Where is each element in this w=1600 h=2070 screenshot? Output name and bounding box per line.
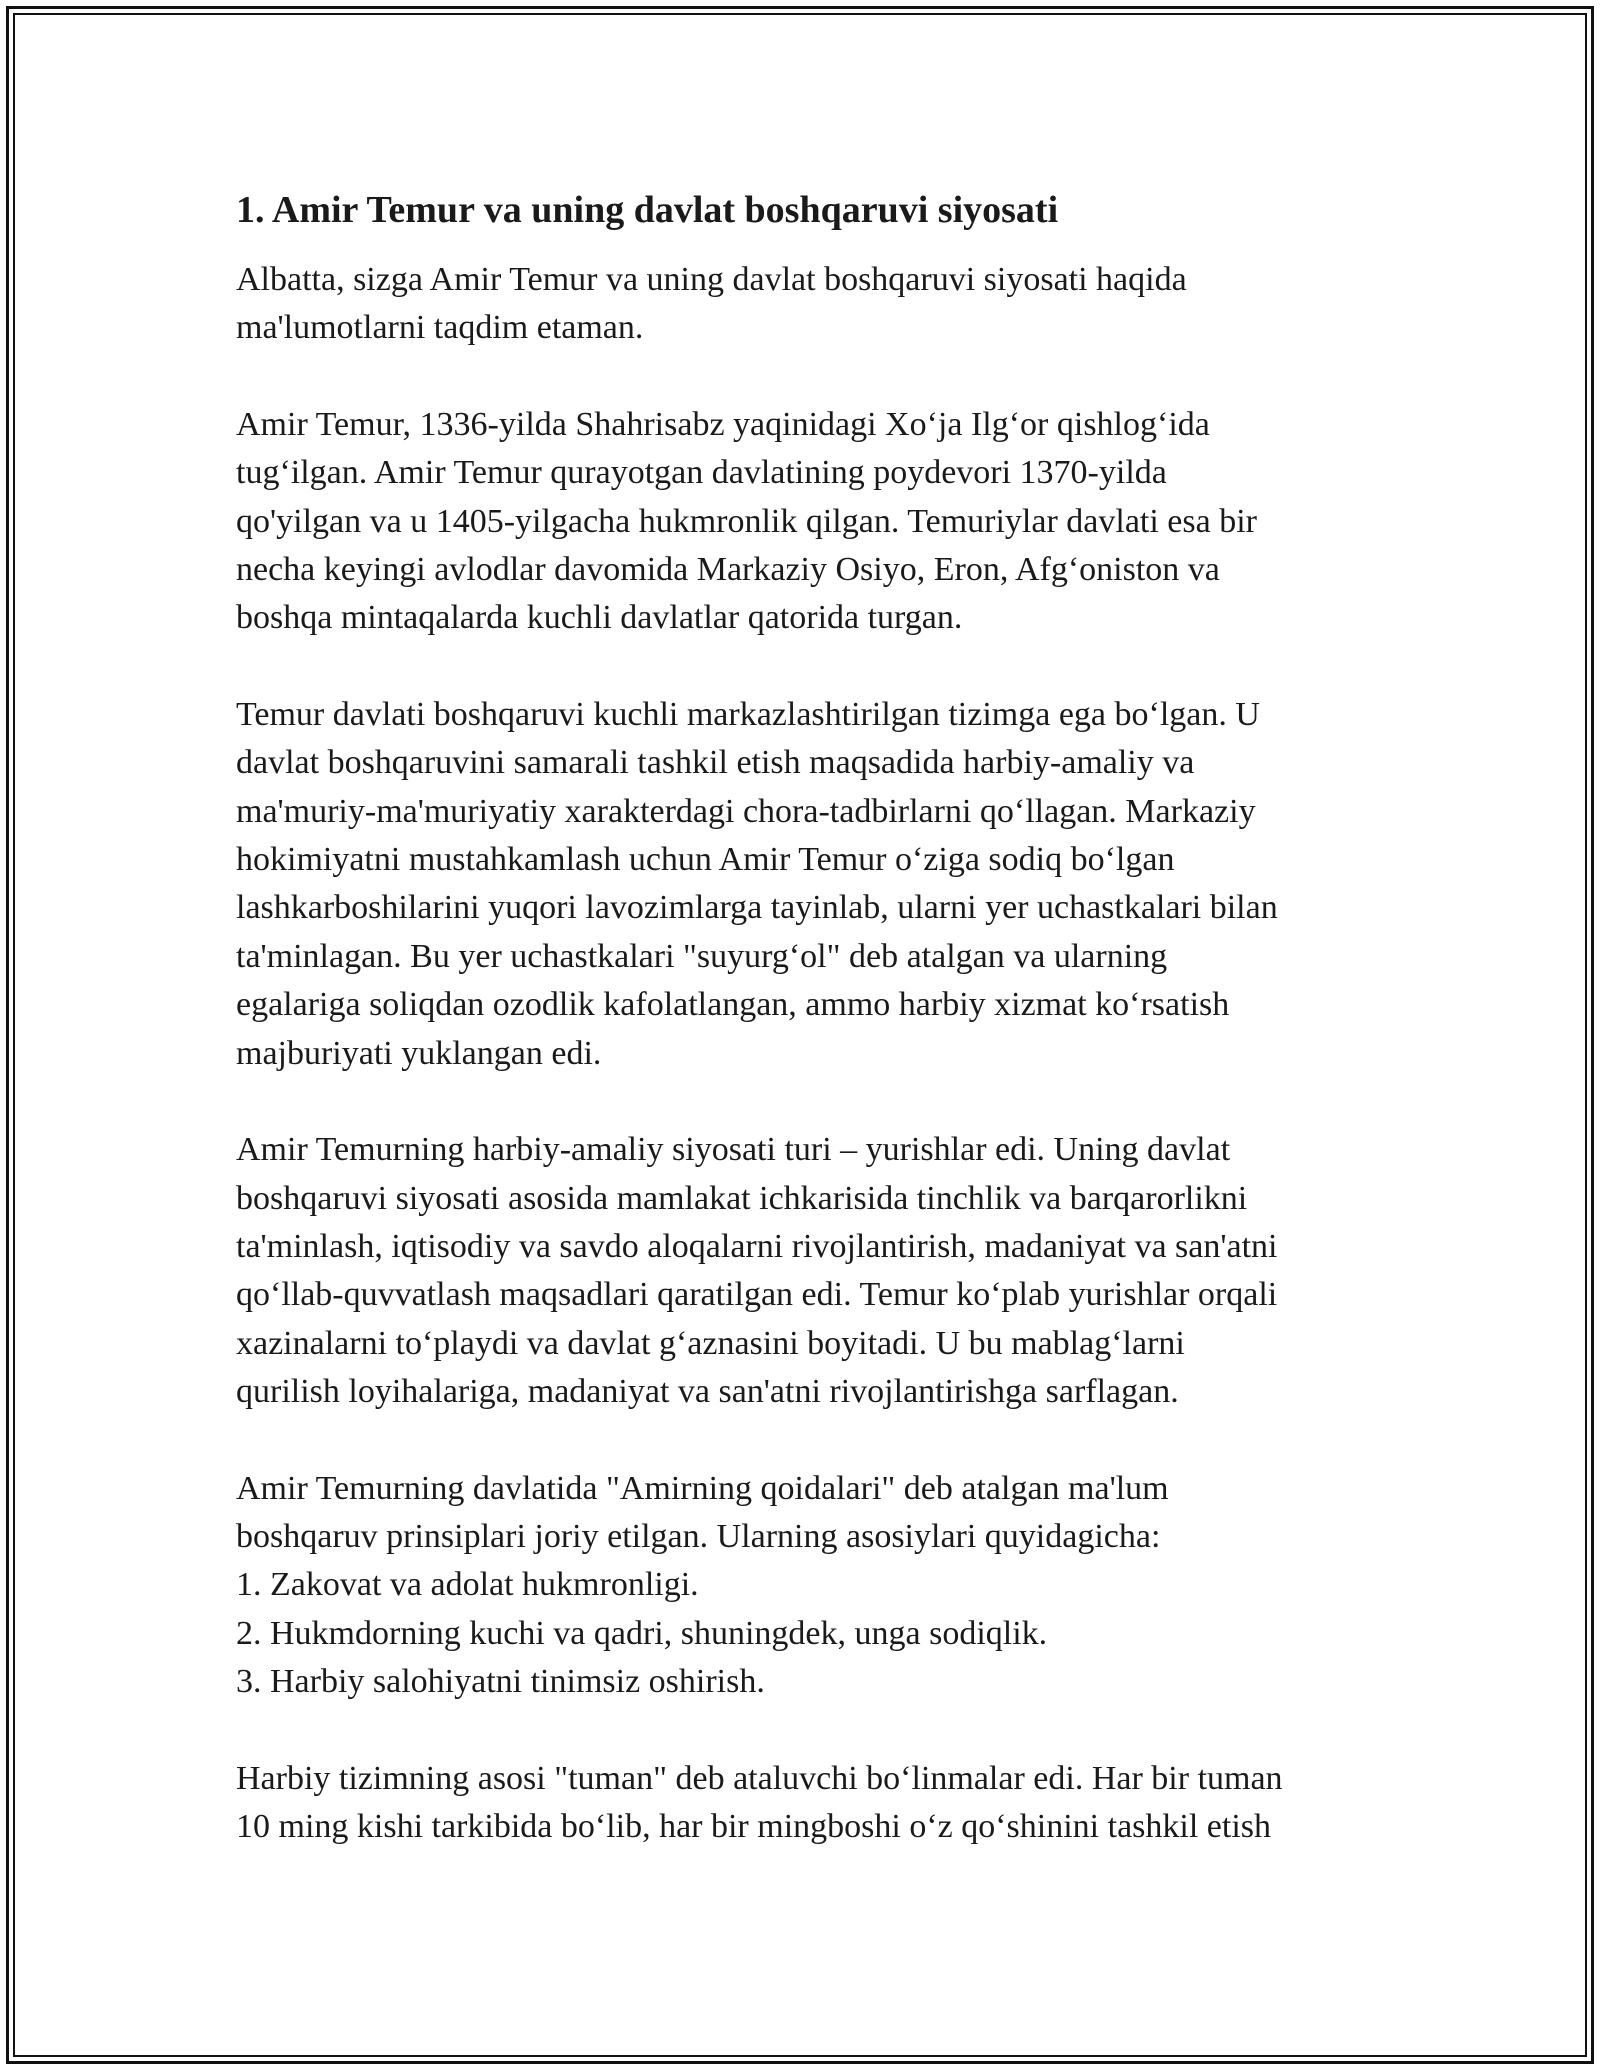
text-line: qo'yilgan va u 1405-yilgacha hukmronlik qilgan. Temuriylar davlati esa bir [236, 502, 1257, 540]
text-line: necha keyingi avlodlar davomida Markaziy Osiyo, Eron, Afgʻoniston va [236, 551, 1220, 589]
text-line: davlat boshqaruvini samarali tashkil etish maqsadida harbiy-amaliy va [236, 744, 1195, 782]
paragraph-biography [236, 401, 1386, 643]
text-line: xazinalarni toʻplaydi va davlat gʻaznasini boyitadi. U bu mablagʻlarni [236, 1324, 1185, 1362]
paragraph-military-system [236, 1755, 1386, 1852]
text-line: hokimiyatni mustahkamlash uchun Amir Temur oʻziga sodiq boʻlgan [236, 841, 1175, 879]
text-line: Temur davlati boshqaruvi kuchli markazlashtirilgan tizimga ega boʻlgan. U [236, 695, 1260, 733]
text-line: Amir Temurning davlatida "Amirning qoidalari" deb atalgan ma'lum [236, 1469, 1169, 1507]
text-line: Amir Temurning harbiy-amaliy siyosati turi – yurishlar edi. Uning davlat [236, 1131, 1231, 1169]
text-line: ta'minlagan. Bu yer uchastkalari "suyurgʻol" deb atalgan va ularning [236, 937, 1168, 975]
text-line: majburiyati yuklangan edi. [236, 1034, 602, 1072]
list-item: 2. Hukmdorning kuchi va qadri, shuningdek, unga sodiqlik. [236, 1614, 1048, 1652]
section-heading: 1. Amir Temur va uning davlat boshqaruvi siyosati [236, 189, 1059, 231]
text-line: ma'lumotlarni taqdim etaman. [236, 309, 644, 347]
paragraph-military-policy [236, 1126, 1386, 1416]
text-line: ma'muriy-ma'muriyatiy xarakterdagi chora-tadbirlarni qoʻllagan. Markaziy [236, 792, 1256, 830]
text-line: Albatta, sizga Amir Temur va uning davlat boshqaruvi siyosati haqida [236, 261, 1187, 298]
list-item: 1. Zakovat va adolat hukmronligi. [236, 1566, 699, 1604]
text-line: boshqaruv prinsiplari joriy etilgan. Ularning asosiylari quyidagicha: [236, 1517, 1161, 1555]
text-line: ta'minlash, iqtisodiy va savdo aloqalarni rivojlantirish, madaniyat va san'atni [236, 1227, 1278, 1265]
text-line: 10 ming kishi tarkibida boʻlib, har bir mingboshi oʻz qoʻshinini tashkil etish [236, 1807, 1272, 1845]
document-body [236, 186, 1386, 1899]
text-line: qurilish loyihalariga, madaniyat va san'atni rivojlantirishga sarflagan. [236, 1373, 1179, 1411]
text-line: tugʻilgan. Amir Temur qurayotgan davlatining poydevori 1370-yilda [236, 454, 1167, 492]
paragraph-principles [236, 1465, 1386, 1707]
text-line: egalariga soliqdan ozodlik kafolatlangan, ammo harbiy xizmat koʻrsatish [236, 986, 1230, 1024]
paragraph-intro [236, 256, 1386, 353]
text-line: boshqaruvi siyosati asosida mamlakat ichkarisida tinchlik va barqarorlikni [236, 1179, 1248, 1217]
text-line: Harbiy tizimning asosi "tuman" deb ataluvchi boʻlinmalar edi. Har bir tuman [236, 1759, 1283, 1797]
text-line: boshqa mintaqalarda kuchli davlatlar qatorida turgan. [236, 599, 963, 637]
text-line: qoʻllab-quvvatlash maqsadlari qaratilgan edi. Temur koʻplab yurishlar orqali [236, 1276, 1278, 1314]
text-line: Amir Temur, 1336-yilda Shahrisabz yaqinidagi Xoʻja Ilgʻor qishlogʻida [236, 405, 1210, 443]
text-line: lashkarboshilarini yuqori lavozimlarga tayinlab, ularni yer uchastkalari bilan [236, 889, 1278, 927]
paragraph-governance [236, 691, 1386, 1078]
list-item: 3. Harbiy salohiyatni tinimsiz oshirish. [236, 1663, 765, 1701]
